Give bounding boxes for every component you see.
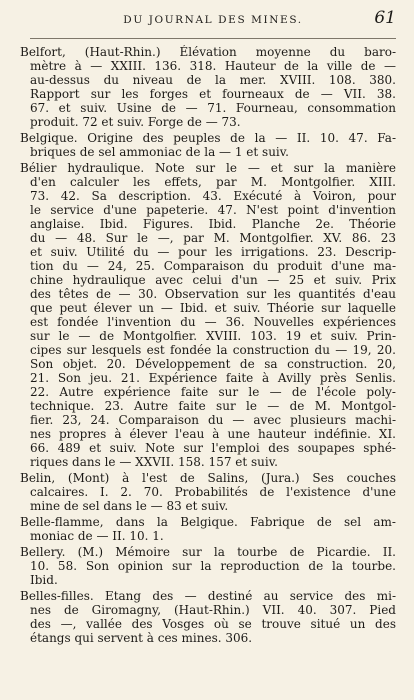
entry-text-line: Ibid. — [30, 573, 58, 587]
page-number: 61 — [374, 8, 396, 28]
entry-text-line: que peut élever un — Ibid. et suiv. Théorie sur laquelle — [30, 301, 396, 315]
entry-text-line: d'en calculer les effets, par M. Montgolfier. XIII. — [30, 175, 396, 189]
entry-text-line: riques dans le — XXVII. 158. 157 et suiv. — [30, 455, 278, 469]
entry-text-line: moniac de — II. 10. 1. — [30, 529, 164, 543]
index-entry-bellery — [20, 545, 396, 587]
index-entry-belles-filles — [20, 589, 396, 645]
entry-text-line: du — 48. Sur le —, par M. Montgolfier. XV. 86. 23 — [30, 231, 396, 245]
entry-headword-line: Belgique. Origine des peuples de la — II. 10. 47. Fa- — [20, 131, 396, 145]
entry-text-line: mètre à — XXIII. 136. 318. Hauteur de la ville de — — [30, 59, 396, 73]
index-entries — [20, 39, 396, 645]
index-entry-belle-flamme — [20, 515, 396, 543]
entry-text-line: 10. 58. Son opinion sur la reproduction de la tourbe. — [30, 559, 396, 573]
entry-text-line: au-dessus du niveau de la mer. XVIII. 108. 380. — [30, 73, 396, 87]
entry-text-line: des —, vallée des Vosges où se trouve situé un des — [30, 617, 396, 631]
page-header — [30, 8, 396, 39]
entry-text-line: 21. Son jeu. 21. Expérience faite à Avilly près Senlis. — [30, 371, 396, 385]
entry-text-line: 67. et suiv. Usine de — 71. Fourneau, consommation — [30, 101, 396, 115]
entry-text-line: étangs qui servent à ces mines. 306. — [30, 631, 253, 645]
entry-text-line: calcaires. I. 2. 70. Probabilités de l'existence d'une — [30, 485, 396, 499]
entry-text-line: est fondée l'invention du — 36. Nouvelles expériences — [30, 315, 396, 329]
entry-headword-line: Belles-filles. Etang des — destiné au service des mi- — [20, 589, 396, 603]
entry-text-line: Rapport sur les forges et fourneaux de — VII. 38. — [30, 87, 396, 101]
entry-text-line: tion du — 24, 25. Comparaison du produit d'une ma- — [30, 259, 396, 273]
entry-headword-line: Belle-flamme, dans la Belgique. Fabrique de sel am- — [20, 515, 396, 529]
entry-text-line: briques de sel ammoniac de la — 1 et suiv. — [30, 145, 289, 159]
entry-text-line: le service d'une papeterie. 47. N'est point d'invention — [30, 203, 396, 217]
entry-text-line: fier. 23, 24. Comparaison du — avec plusieurs machi- — [30, 413, 396, 427]
entry-text-line: produit. 72 et suiv. Forge de — 73. — [30, 115, 241, 129]
entry-text-line: technique. 23. Autre faite sur le — de M. Montgol- — [30, 399, 396, 413]
index-entry-belfort — [20, 45, 396, 129]
entry-text-line: cipes sur lesquels est fondée la construction du — 19, 20. — [30, 343, 396, 357]
entry-text-line: et suiv. Utilité du — pour les irrigations. 23. Descrip- — [30, 245, 396, 259]
entry-headword-line: Belin, (Mont) à l'est de Salins, (Jura.) Ses couches — [20, 471, 396, 485]
entry-headword-line: Bellery. (M.) Mémoire sur la tourbe de Picardie. II. — [20, 545, 396, 559]
entry-text-line: 66. 489 et suiv. Note sur l'emploi des soupapes sphé- — [30, 441, 396, 455]
entry-text-line: des têtes de — 30. Observation sur les quantités d'eau — [30, 287, 396, 301]
entry-text-line: Son objet. 20. Développement de sa construction. 20, — [30, 357, 396, 371]
index-entry-belin — [20, 471, 396, 513]
entry-text-line: 22. Autre expérience faite sur le — de l'école poly- — [30, 385, 396, 399]
running-head: DU JOURNAL DES MINES. — [123, 14, 303, 26]
entry-text-line: nes de Giromagny, (Haut-Rhin.) VII. 40. 307. Pied — [30, 603, 396, 617]
entry-text-line: anglaise. Ibid. Figures. Ibid. Planche 2e. Théorie — [30, 217, 396, 231]
entry-text-line: mine de sel dans le — 83 et suiv. — [30, 499, 229, 513]
entry-headword-line: Belfort, (Haut-Rhin.) Élévation moyenne du baro- — [20, 45, 396, 59]
entry-headword-line: Bélier hydraulique. Note sur le — et sur la manière — [20, 161, 396, 175]
entry-text-line: 73. 42. Sa description. 43. Exécuté à Voiron, pour — [30, 189, 396, 203]
entry-text-line: chine hydraulique avec celui d'un — 25 et suiv. Prix — [30, 273, 396, 287]
index-entry-belgique — [20, 131, 396, 159]
index-entry-belier-hydraulique — [20, 161, 396, 469]
entry-text-line: sur le — de Montgolfier. XVIII. 103. 19 et suiv. Prin- — [30, 329, 396, 343]
entry-text-line: nes propres à élever l'eau à une hauteur indéfinie. XI. — [30, 427, 396, 441]
